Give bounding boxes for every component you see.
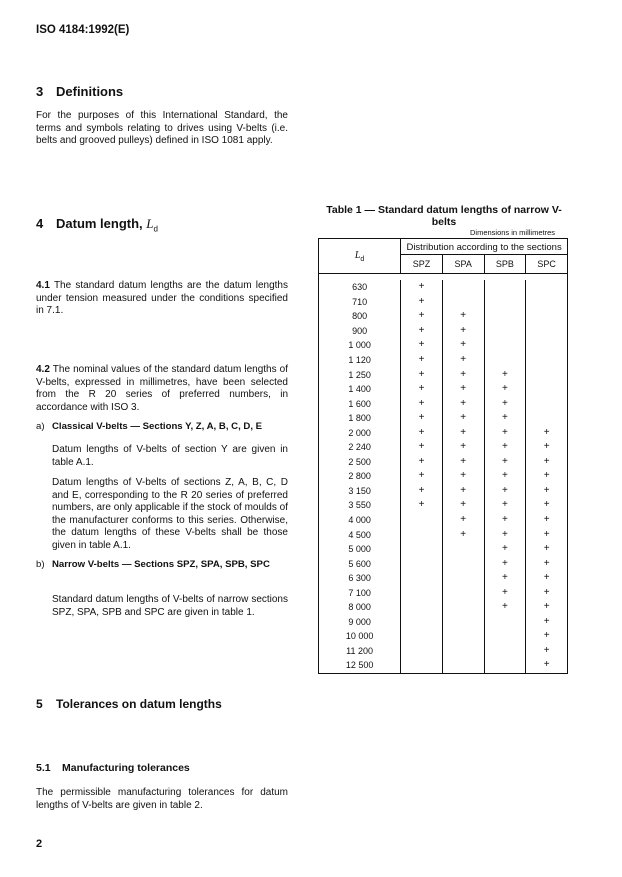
clause-4-1-number: 4.1 xyxy=(36,280,50,291)
section-mark-cell-spz: + xyxy=(401,396,443,411)
section-mark-cell-spz: + xyxy=(401,367,443,382)
datum-length-cell: 9 000 xyxy=(319,615,401,630)
section-mark-cell-spb: + xyxy=(484,513,526,528)
section-mark-cell-spa: + xyxy=(442,484,484,499)
section-mark-cell-spc xyxy=(526,324,568,339)
section-mark-cell-spb: + xyxy=(484,571,526,586)
section-mark-cell-spa xyxy=(442,585,484,600)
section-mark-cell-spc: + xyxy=(526,658,568,673)
section-5-heading xyxy=(36,697,222,711)
section-4-symbol: L xyxy=(146,216,154,231)
table-row xyxy=(319,542,568,557)
section-mark-cell-spa: + xyxy=(442,498,484,513)
datum-length-cell: 1 250 xyxy=(319,367,401,382)
section-mark-cell-spc xyxy=(526,338,568,353)
section-mark-cell-spa xyxy=(442,615,484,630)
section-mark-cell-spb xyxy=(484,295,526,310)
section-mark-cell-spc xyxy=(526,353,568,368)
datum-length-cell: 1 400 xyxy=(319,382,401,397)
section-3-number: 3 xyxy=(36,84,44,99)
datum-length-cell: 3 550 xyxy=(319,498,401,513)
section-mark-cell-spa: + xyxy=(442,527,484,542)
section-mark-cell-spz xyxy=(401,600,443,615)
section-mark-cell-spz: + xyxy=(401,484,443,499)
datum-length-cell: 2 240 xyxy=(319,440,401,455)
datum-length-cell: 11 200 xyxy=(319,644,401,659)
table-row xyxy=(319,367,568,382)
section-mark-cell-spz: + xyxy=(401,425,443,440)
section-mark-cell-spb xyxy=(484,338,526,353)
section-mark-cell-spb: + xyxy=(484,469,526,484)
table-row xyxy=(319,600,568,615)
section-mark-cell-spc: + xyxy=(526,629,568,644)
section-mark-cell-spb: + xyxy=(484,527,526,542)
column-header-spc: SPC xyxy=(526,255,568,274)
section-mark-cell-spa xyxy=(442,658,484,673)
table-1-units: Dimensions in millimetres xyxy=(470,228,556,237)
section-mark-cell-spa: + xyxy=(442,469,484,484)
table-row xyxy=(319,513,568,528)
table-row xyxy=(319,629,568,644)
item-b-text: Standard datum lengths of V-belts of narrow sections SPZ, SPA, SPB and SPC are given in table 1. xyxy=(52,594,288,618)
section-mark-cell-spz xyxy=(401,629,443,644)
section-mark-cell-spa: + xyxy=(442,440,484,455)
datum-length-cell: 2 800 xyxy=(319,469,401,484)
table-row xyxy=(319,484,568,499)
section-mark-cell-spb xyxy=(484,324,526,339)
section-mark-cell-spz: + xyxy=(401,455,443,470)
datum-length-cell: 10 000 xyxy=(319,629,401,644)
table-row xyxy=(319,455,568,470)
section-mark-cell-spa xyxy=(442,280,484,295)
table-row xyxy=(319,382,568,397)
datum-length-cell: 12 500 xyxy=(319,658,401,673)
section-4-number: 4 xyxy=(36,216,44,231)
section-mark-cell-spc: + xyxy=(526,469,568,484)
section-mark-cell-spb: + xyxy=(484,411,526,426)
datum-length-cell: 5 000 xyxy=(319,542,401,557)
length-column-header xyxy=(319,239,401,274)
section-mark-cell-spc xyxy=(526,367,568,382)
datum-length-cell: 1 000 xyxy=(319,338,401,353)
section-mark-cell-spc xyxy=(526,309,568,324)
section-mark-cell-spb xyxy=(484,353,526,368)
datum-length-cell: 900 xyxy=(319,324,401,339)
section-mark-cell-spb: + xyxy=(484,556,526,571)
section-3-heading xyxy=(36,84,123,99)
section-mark-cell-spb: + xyxy=(484,396,526,411)
datum-length-cell: 1 800 xyxy=(319,411,401,426)
section-mark-cell-spb: + xyxy=(484,498,526,513)
datum-length-cell: 5 600 xyxy=(319,556,401,571)
table-row xyxy=(319,338,568,353)
section-mark-cell-spb: + xyxy=(484,440,526,455)
length-header-sub: d xyxy=(360,255,365,263)
datum-length-cell: 6 300 xyxy=(319,571,401,586)
item-a-letter: a) xyxy=(36,421,45,432)
clause-4-2-number: 4.2 xyxy=(36,364,50,375)
section-mark-cell-spc: + xyxy=(526,571,568,586)
section-4-symbol-sub: d xyxy=(153,224,158,234)
section-mark-cell-spz: + xyxy=(401,353,443,368)
section-mark-cell-spz xyxy=(401,658,443,673)
table-1 xyxy=(318,238,568,674)
section-4-title: Datum length, xyxy=(56,216,147,231)
section-5-number: 5 xyxy=(36,697,43,711)
item-a-title: Classical V-belts — Sections Y, Z, A, B, C, D, E xyxy=(52,421,263,432)
table-row xyxy=(319,585,568,600)
section-mark-cell-spz xyxy=(401,615,443,630)
section-mark-cell-spa xyxy=(442,556,484,571)
section-mark-cell-spc: + xyxy=(526,585,568,600)
section-mark-cell-spa: + xyxy=(442,367,484,382)
section-mark-cell-spz: + xyxy=(401,382,443,397)
table-row xyxy=(319,411,568,426)
section-mark-cell-spz xyxy=(401,571,443,586)
clause-5-1-title: Manufacturing tolerances xyxy=(62,762,190,774)
section-mark-cell-spc: + xyxy=(526,527,568,542)
section-mark-cell-spc xyxy=(526,396,568,411)
clause-5-1-number: 5.1 xyxy=(36,762,51,774)
section-mark-cell-spz: + xyxy=(401,498,443,513)
section-mark-cell-spz: + xyxy=(401,324,443,339)
section-mark-cell-spc: + xyxy=(526,498,568,513)
table-row xyxy=(319,469,568,484)
section-mark-cell-spb: + xyxy=(484,382,526,397)
section-mark-cell-spa xyxy=(442,571,484,586)
section-mark-cell-spz: + xyxy=(401,469,443,484)
section-5-title: Tolerances on datum lengths xyxy=(56,697,222,711)
section-mark-cell-spc xyxy=(526,280,568,295)
clause-4-2-text: The nominal values of the standard datum lengths of V-belts, expressed in millimetres, have been selected from the R 20 series of preferred numbers, in accordance with ISO 3. xyxy=(36,364,288,413)
section-mark-cell-spz xyxy=(401,527,443,542)
datum-length-cell: 1 600 xyxy=(319,396,401,411)
datum-length-cell: 4 500 xyxy=(319,527,401,542)
item-b-letter: b) xyxy=(36,559,45,570)
section-mark-cell-spz: + xyxy=(401,309,443,324)
datum-length-cell: 710 xyxy=(319,295,401,310)
table-row xyxy=(319,658,568,673)
section-mark-cell-spc: + xyxy=(526,513,568,528)
section-mark-cell-spz xyxy=(401,513,443,528)
section-mark-cell-spb: + xyxy=(484,425,526,440)
table-row xyxy=(319,309,568,324)
section-mark-cell-spa: + xyxy=(442,382,484,397)
section-mark-cell-spa xyxy=(442,542,484,557)
section-mark-cell-spb xyxy=(484,280,526,295)
section-mark-cell-spz: + xyxy=(401,440,443,455)
section-mark-cell-spc: + xyxy=(526,484,568,499)
section-mark-cell-spz: + xyxy=(401,280,443,295)
section-mark-cell-spb: + xyxy=(484,585,526,600)
section-mark-cell-spz: + xyxy=(401,295,443,310)
section-mark-cell-spa xyxy=(442,600,484,615)
datum-length-cell: 800 xyxy=(319,309,401,324)
section-mark-cell-spz xyxy=(401,585,443,600)
datum-length-cell: 2 500 xyxy=(319,455,401,470)
section-mark-cell-spa: + xyxy=(442,338,484,353)
table-1-title: Table 1 — Standard datum lengths of narrow V-belts xyxy=(326,204,562,228)
section-mark-cell-spz xyxy=(401,556,443,571)
section-mark-cell-spa xyxy=(442,629,484,644)
section-4-heading xyxy=(36,216,158,234)
datum-length-cell: 4 000 xyxy=(319,513,401,528)
section-mark-cell-spz: + xyxy=(401,338,443,353)
section-mark-cell-spb: + xyxy=(484,542,526,557)
datum-length-cell: 3 150 xyxy=(319,484,401,499)
section-3-title: Definitions xyxy=(56,84,124,99)
clause-5-1-heading xyxy=(36,762,190,774)
section-mark-cell-spa: + xyxy=(442,324,484,339)
item-a-heading xyxy=(36,421,292,432)
section-mark-cell-spb xyxy=(484,615,526,630)
section-3-text: For the purposes of this International Standard, the terms and symbols relating to drives using V-belts (i.e. belts and grooved pulleys) defined in ISO 1081 apply. xyxy=(36,110,288,146)
item-b-title: Narrow V-belts — Sections SPZ, SPA, SPB, SPC xyxy=(52,559,270,570)
section-mark-cell-spz xyxy=(401,542,443,557)
section-mark-cell-spa xyxy=(442,295,484,310)
section-mark-cell-spb xyxy=(484,658,526,673)
section-mark-cell-spa: + xyxy=(442,513,484,528)
section-mark-cell-spc: + xyxy=(526,600,568,615)
section-mark-cell-spb xyxy=(484,644,526,659)
table-row xyxy=(319,353,568,368)
datum-length-cell: 1 120 xyxy=(319,353,401,368)
section-mark-cell-spc: + xyxy=(526,455,568,470)
section-mark-cell-spc: + xyxy=(526,440,568,455)
item-b-heading xyxy=(36,559,292,571)
datum-length-cell: 2 000 xyxy=(319,425,401,440)
column-header-spa: SPA xyxy=(442,255,484,274)
section-mark-cell-spz xyxy=(401,644,443,659)
table-row xyxy=(319,571,568,586)
clause-4-1-text: The standard datum lengths are the datum lengths under tension measured under the conditions specified in 7.1. xyxy=(36,280,288,316)
section-mark-cell-spa: + xyxy=(442,411,484,426)
item-a-text-2: Datum lengths of V-belts of sections Z, A, B, C, D and E, corresponding to the R 20 series of preferred numbers, are only applicable if the stock of moulds of the manufacturer conforms to this series. Otherwise, the datum lengths of these V-belts shall be those given in table A.1. xyxy=(52,477,288,551)
section-mark-cell-spb: + xyxy=(484,600,526,615)
section-mark-cell-spc xyxy=(526,295,568,310)
length-header-symbol: L xyxy=(354,249,361,261)
section-mark-cell-spa: + xyxy=(442,309,484,324)
section-mark-cell-spb xyxy=(484,629,526,644)
section-mark-cell-spc xyxy=(526,411,568,426)
section-mark-cell-spb: + xyxy=(484,367,526,382)
section-mark-cell-spc: + xyxy=(526,644,568,659)
item-a-text-1: Datum lengths of V-belts of section Y are given in table A.1. xyxy=(52,444,288,468)
table-row xyxy=(319,396,568,411)
section-mark-cell-spa: + xyxy=(442,353,484,368)
datum-length-cell: 630 xyxy=(319,280,401,295)
section-mark-cell-spb: + xyxy=(484,484,526,499)
datum-length-cell: 8 000 xyxy=(319,600,401,615)
section-mark-cell-spz: + xyxy=(401,411,443,426)
section-mark-cell-spb xyxy=(484,309,526,324)
table-row xyxy=(319,324,568,339)
table-row xyxy=(319,440,568,455)
table-row xyxy=(319,425,568,440)
section-mark-cell-spc: + xyxy=(526,615,568,630)
document-header: ISO 4184:1992(E) xyxy=(36,24,130,36)
datum-length-cell: 7 100 xyxy=(319,585,401,600)
section-mark-cell-spa: + xyxy=(442,455,484,470)
section-mark-cell-spc: + xyxy=(526,556,568,571)
section-mark-cell-spc: + xyxy=(526,542,568,557)
clause-4-1 xyxy=(36,280,288,318)
section-mark-cell-spa: + xyxy=(442,425,484,440)
table-row xyxy=(319,556,568,571)
distribution-header: Distribution according to the sections xyxy=(401,239,568,255)
table-row xyxy=(319,498,568,513)
page-number: 2 xyxy=(36,838,43,850)
table-row xyxy=(319,644,568,659)
section-mark-cell-spa xyxy=(442,644,484,659)
clause-4-2 xyxy=(36,364,288,414)
section-mark-cell-spc xyxy=(526,382,568,397)
column-header-spb: SPB xyxy=(484,255,526,274)
section-mark-cell-spa: + xyxy=(442,396,484,411)
column-header-spz: SPZ xyxy=(401,255,443,274)
table-row xyxy=(319,295,568,310)
table-row xyxy=(319,527,568,542)
table-row xyxy=(319,615,568,630)
table-row xyxy=(319,280,568,295)
section-mark-cell-spb: + xyxy=(484,455,526,470)
section-mark-cell-spc: + xyxy=(526,425,568,440)
clause-5-1-text: The permissible manufacturing tolerances for datum lengths of V-belts are given in table 2. xyxy=(36,787,288,811)
